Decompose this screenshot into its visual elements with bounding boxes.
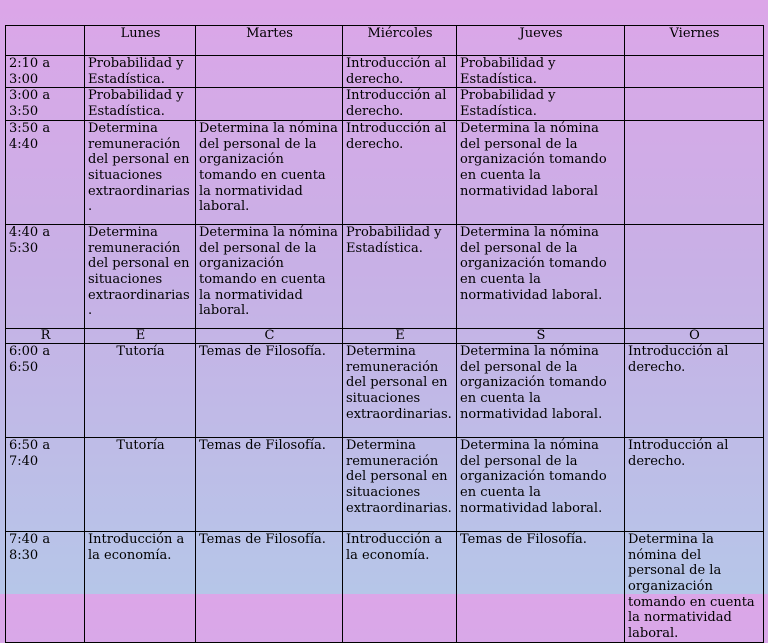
class-cell-monday: Probabilidad y Estadística.	[85, 88, 196, 120]
time-cell: 6:00 a 6:50	[6, 343, 85, 437]
table-row	[6, 56, 764, 88]
class-cell-monday: Tutoría	[85, 343, 196, 437]
table-row	[6, 224, 764, 328]
class-cell-tuesday	[196, 88, 343, 120]
class-cell-wednesday: Introducción al derecho.	[343, 56, 457, 88]
class-cell-tuesday: Temas de Filosofía.	[196, 531, 343, 642]
class-cell-monday: Determina remuneración del personal en situaciones extraordinarias.	[85, 120, 196, 224]
header-cell-tuesday: Martes	[196, 26, 343, 56]
recess-letter: E	[343, 328, 457, 343]
header-row	[6, 26, 764, 56]
class-cell-tuesday	[196, 56, 343, 88]
time-cell: 6:50 a 7:40	[6, 437, 85, 531]
class-cell-thursday: Determina la nómina del personal de la organización tomando en cuenta la normatividad laboral.	[457, 224, 625, 328]
table-row	[6, 88, 764, 120]
time-cell: 2:10 a 3:00	[6, 56, 85, 88]
table-row	[6, 120, 764, 224]
class-cell-friday	[625, 120, 764, 224]
class-cell-friday: Introducción al derecho.	[625, 437, 764, 531]
class-cell-tuesday: Determina la nómina del personal de la organización tomando en cuenta la normatividad laboral.	[196, 224, 343, 328]
recess-letter: S	[457, 328, 625, 343]
class-cell-thursday: Probabilidad y Estadística.	[457, 56, 625, 88]
class-cell-thursday: Probabilidad y Estadística.	[457, 88, 625, 120]
class-cell-tuesday: Temas de Filosofía.	[196, 437, 343, 531]
class-cell-thursday: Temas de Filosofía.	[457, 531, 625, 642]
class-cell-thursday: Determina la nómina del personal de la organización tomando en cuenta la normatividad laboral	[457, 120, 625, 224]
class-cell-wednesday: Introducción al derecho.	[343, 120, 457, 224]
class-cell-wednesday: Introducción al derecho.	[343, 88, 457, 120]
class-cell-wednesday: Introducción a la economía.	[343, 531, 457, 642]
time-cell: 3:50 a 4:40	[6, 120, 85, 224]
class-cell-tuesday: Determina la nómina del personal de la organización tomando en cuenta la normatividad laboral.	[196, 120, 343, 224]
time-cell: 7:40 a 8:30	[6, 531, 85, 642]
class-cell-wednesday: Determina remuneración del personal en situaciones extraordinarias.	[343, 343, 457, 437]
class-cell-monday: Tutoría	[85, 437, 196, 531]
recess-letter: E	[85, 328, 196, 343]
header-cell-thursday: Jueves	[457, 26, 625, 56]
class-cell-tuesday: Temas de Filosofía.	[196, 343, 343, 437]
recess-letter: O	[625, 328, 764, 343]
time-cell: 3:00 a 3:50	[6, 88, 85, 120]
class-cell-friday	[625, 224, 764, 328]
class-cell-friday	[625, 56, 764, 88]
header-cell-time	[6, 26, 85, 56]
table-row	[6, 437, 764, 531]
class-cell-wednesday: Determina remuneración del personal en situaciones extraordinarias.	[343, 437, 457, 531]
recess-letter: C	[196, 328, 343, 343]
class-cell-monday: Determina remuneración del personal en situaciones extraordinarias.	[85, 224, 196, 328]
class-cell-wednesday: Probabilidad y Estadística.	[343, 224, 457, 328]
class-cell-friday	[625, 88, 764, 120]
class-cell-monday: Introducción a la economía.	[85, 531, 196, 642]
table-row	[6, 343, 764, 437]
header-cell-monday: Lunes	[85, 26, 196, 56]
table-row	[6, 531, 764, 642]
header-cell-friday: Viernes	[625, 26, 764, 56]
schedule-table	[5, 25, 764, 643]
class-cell-friday: Determina la nómina del personal de la organización tomando en cuenta la normatividad laboral.	[625, 531, 764, 642]
class-cell-thursday: Determina la nómina del personal de la organización tomando en cuenta la normatividad laboral.	[457, 437, 625, 531]
recess-letter: R	[6, 328, 85, 343]
schedule-wrapper	[5, 25, 764, 643]
class-cell-friday: Introducción al derecho.	[625, 343, 764, 437]
time-cell: 4:40 a 5:30	[6, 224, 85, 328]
header-cell-wednesday: Miércoles	[343, 26, 457, 56]
class-cell-monday: Probabilidad y Estadística.	[85, 56, 196, 88]
recess-row	[6, 328, 764, 343]
class-cell-thursday: Determina la nómina del personal de la organización tomando en cuenta la normatividad laboral.	[457, 343, 625, 437]
